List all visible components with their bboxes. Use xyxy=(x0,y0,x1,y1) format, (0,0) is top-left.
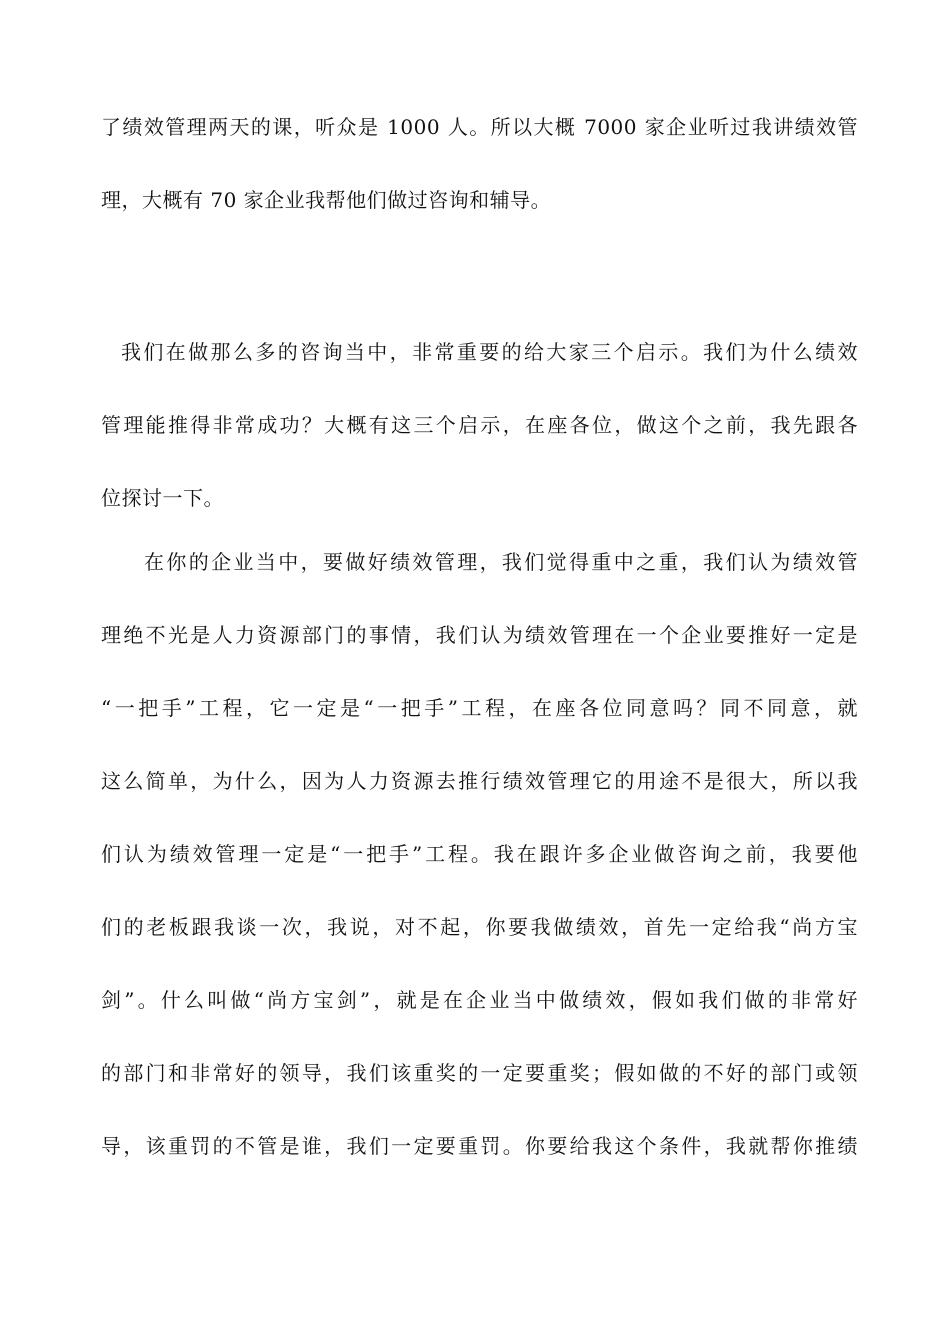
paragraph-3-line-9: 导，该重罚的不管是谁，我们一定要重罚。你要给我这个条件，我就帮你推绩 xyxy=(101,1134,858,1158)
paragraph-2-line-2: 管理能推得非常成功？大概有这三个启示，在座各位，做这个之前，我先跟各 xyxy=(101,413,858,437)
paragraph-3-line-8: 的部门和非常好的领导，我们该重奖的一定要重奖；假如做的不好的部门或领 xyxy=(101,1061,858,1085)
paragraph-3-line-1: 在你的企业当中，要做好绩效管理，我们觉得重中之重，我们认为绩效管 xyxy=(144,550,858,574)
paragraph-2-line-3: 位探讨一下。 xyxy=(101,486,224,510)
paragraph-3-line-3: “一把手”工程，它一定是“一把手”工程，在座各位同意吗？同不同意，就 xyxy=(101,696,858,720)
paragraph-3-line-4: 这么简单，为什么，因为人力资源去推行绩效管理它的用途不是很大，所以我 xyxy=(101,769,858,793)
paragraph-3-line-6: 们的老板跟我谈一次，我说，对不起，你要我做绩效，首先一定给我“尚方宝 xyxy=(101,915,858,939)
paragraph-2-line-1: 我们在做那么多的咨询当中，非常重要的给大家三个启示。我们为什么绩效 xyxy=(121,340,858,364)
paragraph-3-line-5: 们认为绩效管理一定是“一把手”工程。我在跟许多企业做咨询之前，我要他 xyxy=(101,842,858,866)
paragraph-3-line-2: 理绝不光是人力资源部门的事情，我们认为绩效管理在一个企业要推好一定是 xyxy=(101,623,858,647)
paragraph-3-line-7: 剑”。什么叫做“尚方宝剑”，就是在企业当中做绩效，假如我们做的非常好 xyxy=(101,988,858,1012)
paragraph-1-line-2: 理，大概有 70 家企业我帮他们做过咨询和辅导。 xyxy=(101,188,552,212)
paragraph-1-line-1: 了绩效管理两天的课，听众是 1000 人。所以大概 7000 家企业听过我讲绩效管 xyxy=(101,115,858,139)
